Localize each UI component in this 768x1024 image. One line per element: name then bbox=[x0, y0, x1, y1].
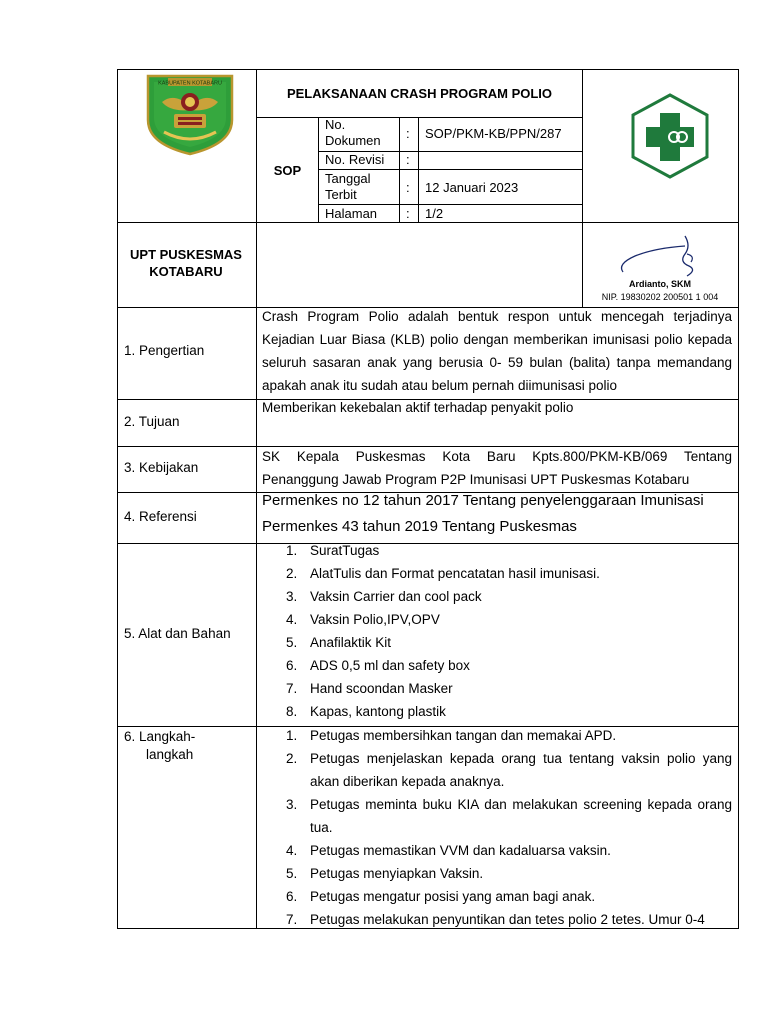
list-item: 3. Petugas meminta buku KIA dan melakukan screening kepada orang tua. bbox=[286, 797, 732, 835]
organization-name: UPT PUSKESMAS KOTABARU bbox=[130, 247, 242, 279]
svg-text:KABUPATEN KOTABARU: KABUPATEN KOTABARU bbox=[158, 80, 222, 87]
regional-emblem-logo bbox=[144, 72, 236, 156]
document-title: PELAKSANAAN CRASH PROGRAM POLIO bbox=[286, 86, 553, 101]
list-item: 4. Petugas memastikan VVM dan kadaluarsa vaksin. bbox=[286, 843, 611, 858]
doc-number-value: SOP/PKM-KB/PPN/287 bbox=[425, 126, 562, 141]
list-item: 1. Petugas membersihkan tangan dan memakai APD. bbox=[286, 728, 617, 743]
list-item: 5. Petugas menyiapkan Vaksin. bbox=[286, 866, 484, 881]
issue-date-value: 12 Januari 2023 bbox=[425, 180, 519, 195]
list-item: 1. SuratTugas bbox=[286, 543, 380, 558]
revision-label: No. Revisi bbox=[325, 152, 385, 167]
sop-label: SOP bbox=[273, 162, 302, 178]
referensi-line-1: Permenkes no 12 tahun 2017 Tentang penyelenggaraan Imunisasi bbox=[262, 492, 704, 509]
signer-name: Ardianto, SKM bbox=[629, 279, 691, 289]
puskesmas-logo bbox=[630, 93, 710, 179]
doc-number-label: No. Dokumen bbox=[325, 117, 381, 148]
langkah-label-line-2: langkah bbox=[146, 747, 194, 762]
revision-colon: : bbox=[406, 152, 410, 167]
section-label-tujuan: 2. Tujuan bbox=[124, 414, 180, 429]
langkah-list bbox=[286, 724, 732, 931]
list-item: 6. ADS 0,5 ml dan safety box bbox=[286, 658, 470, 673]
list-item: 4. Vaksin Polio,IPV,OPV bbox=[286, 612, 440, 627]
list-item: 3. Vaksin Carrier dan cool pack bbox=[286, 589, 482, 604]
signer-nip: NIP. 19830202 200501 1 004 bbox=[601, 292, 719, 302]
section-label-referensi: 4. Referensi bbox=[124, 509, 197, 524]
section-text-kebijakan: SK Kepala Puskesmas Kota Baru Kpts.800/PKM-KB/069 Tentang Penanggung Jawab Program P2P Imunisasi UPT Puskesmas Kotabaru bbox=[262, 449, 732, 487]
page-value: 1/2 bbox=[425, 206, 444, 221]
list-item: 8. Kapas, kantong plastik bbox=[286, 704, 446, 719]
referensi-line-2: Permenkes 43 tahun 2019 Tentang Puskesmas bbox=[262, 518, 577, 535]
section-text-tujuan: Memberikan kekebalan aktif terhadap penyakit polio bbox=[262, 400, 574, 415]
issue-date-label: Tanggal Terbit bbox=[325, 171, 371, 202]
langkah-label-line-1: 6. Langkah- bbox=[124, 729, 196, 744]
section-label-alat-bahan: 5. Alat dan Bahan bbox=[124, 626, 231, 641]
section-label-pengertian: 1. Pengertian bbox=[124, 343, 205, 358]
list-item: 2. AlatTulis dan Format pencatatan hasil imunisasi. bbox=[286, 566, 600, 581]
doc-number-colon: : bbox=[406, 126, 410, 141]
list-item: 7. Petugas melakukan penyuntikan dan tetes polio 2 tetes. Umur 0-4 bbox=[286, 912, 705, 927]
section-label-kebijakan: 3. Kebijakan bbox=[124, 460, 199, 475]
page-colon: : bbox=[406, 206, 410, 221]
section-text-pengertian: Crash Program Polio adalah bentuk respon untuk mencegah terjadinya Kejadian Luar Biasa (KLB) polio dengan memberikan imunisasi polio kepada seluruh sasaran anak yang berusia 0- 59 bulan (balita) tanpa memandang apakah anak itu sudah atau belum pernah diimunisasi polio bbox=[262, 309, 732, 393]
signature-mark bbox=[615, 232, 705, 280]
page-label: Halaman bbox=[325, 206, 378, 221]
list-item: 7. Hand scoondan Masker bbox=[286, 681, 453, 696]
list-item: 6. Petugas mengatur posisi yang aman bagi anak. bbox=[286, 889, 596, 904]
issue-date-colon: : bbox=[406, 180, 410, 195]
section-label-langkah bbox=[124, 728, 195, 764]
list-item: 5. Anafilaktik Kit bbox=[286, 635, 392, 650]
list-item: 2. Petugas menjelaskan kepada orang tua tentang vaksin polio yang akan diberikan kepada anaknya. bbox=[286, 751, 732, 789]
alat-bahan-list bbox=[286, 539, 732, 723]
